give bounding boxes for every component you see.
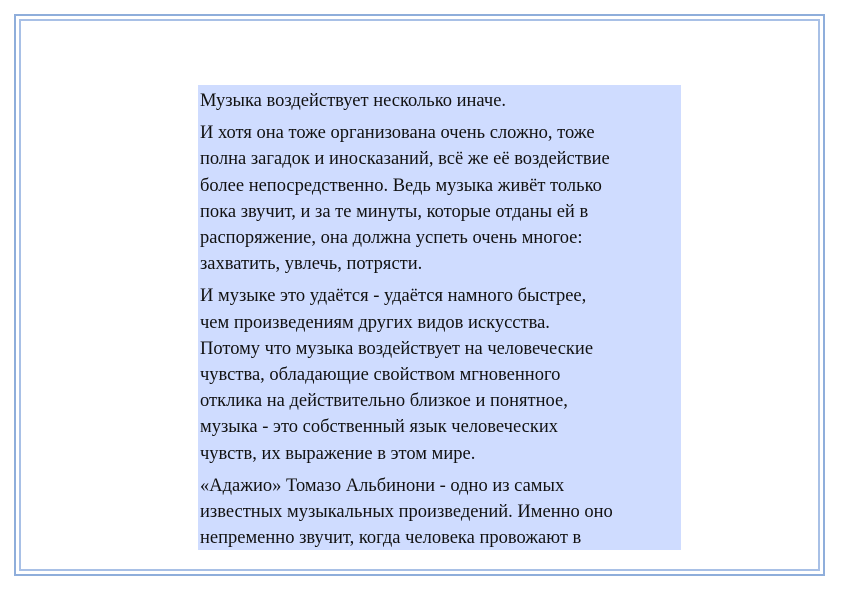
text-line: И музыке это удаётся - удаётся намного быстрее, [200, 286, 587, 307]
text-line: пока звучит, и за те минуты, которые отданы ей в [200, 201, 589, 222]
text-line: отклика на действительно близкое и понятное, [200, 391, 568, 412]
text-line: распоряжение, она должна успеть очень многое: [200, 228, 583, 249]
text-line: музыка - это собственный язык человеческих [200, 417, 559, 438]
text-box [198, 85, 681, 550]
text-line: более непосредственно. Ведь музыка живёт только [200, 175, 602, 196]
text-line: И хотя она тоже организована очень сложно, тоже [200, 123, 595, 144]
paragraph-3 [200, 283, 681, 466]
paragraph-4 [200, 473, 681, 550]
text-line: чем произведениям других видов искусства. [200, 312, 550, 333]
text-line: полна загадок и иносказаний, всё же её воздействие [200, 149, 610, 170]
paragraph-2 [200, 120, 681, 277]
paragraph-1 [200, 88, 681, 114]
text-line: «Адажио» Томазо Альбинони - одно из самых [200, 475, 565, 496]
text-line: захватить, увлечь, потрясти. [200, 254, 423, 275]
text-line: Музыка воздействует несколько иначе. [200, 91, 507, 111]
text-line: известных музыкальных произведений. Именно оно [200, 502, 613, 523]
text-line: чувства, обладающие свойством мгновенного [200, 365, 561, 386]
text-line: чувств, их выражение в этом мире. [200, 443, 476, 464]
text-line: Потому что музыка воздействует на человеческие [200, 338, 594, 359]
text-line: непременно звучит, когда человека провожают в [200, 528, 582, 549]
